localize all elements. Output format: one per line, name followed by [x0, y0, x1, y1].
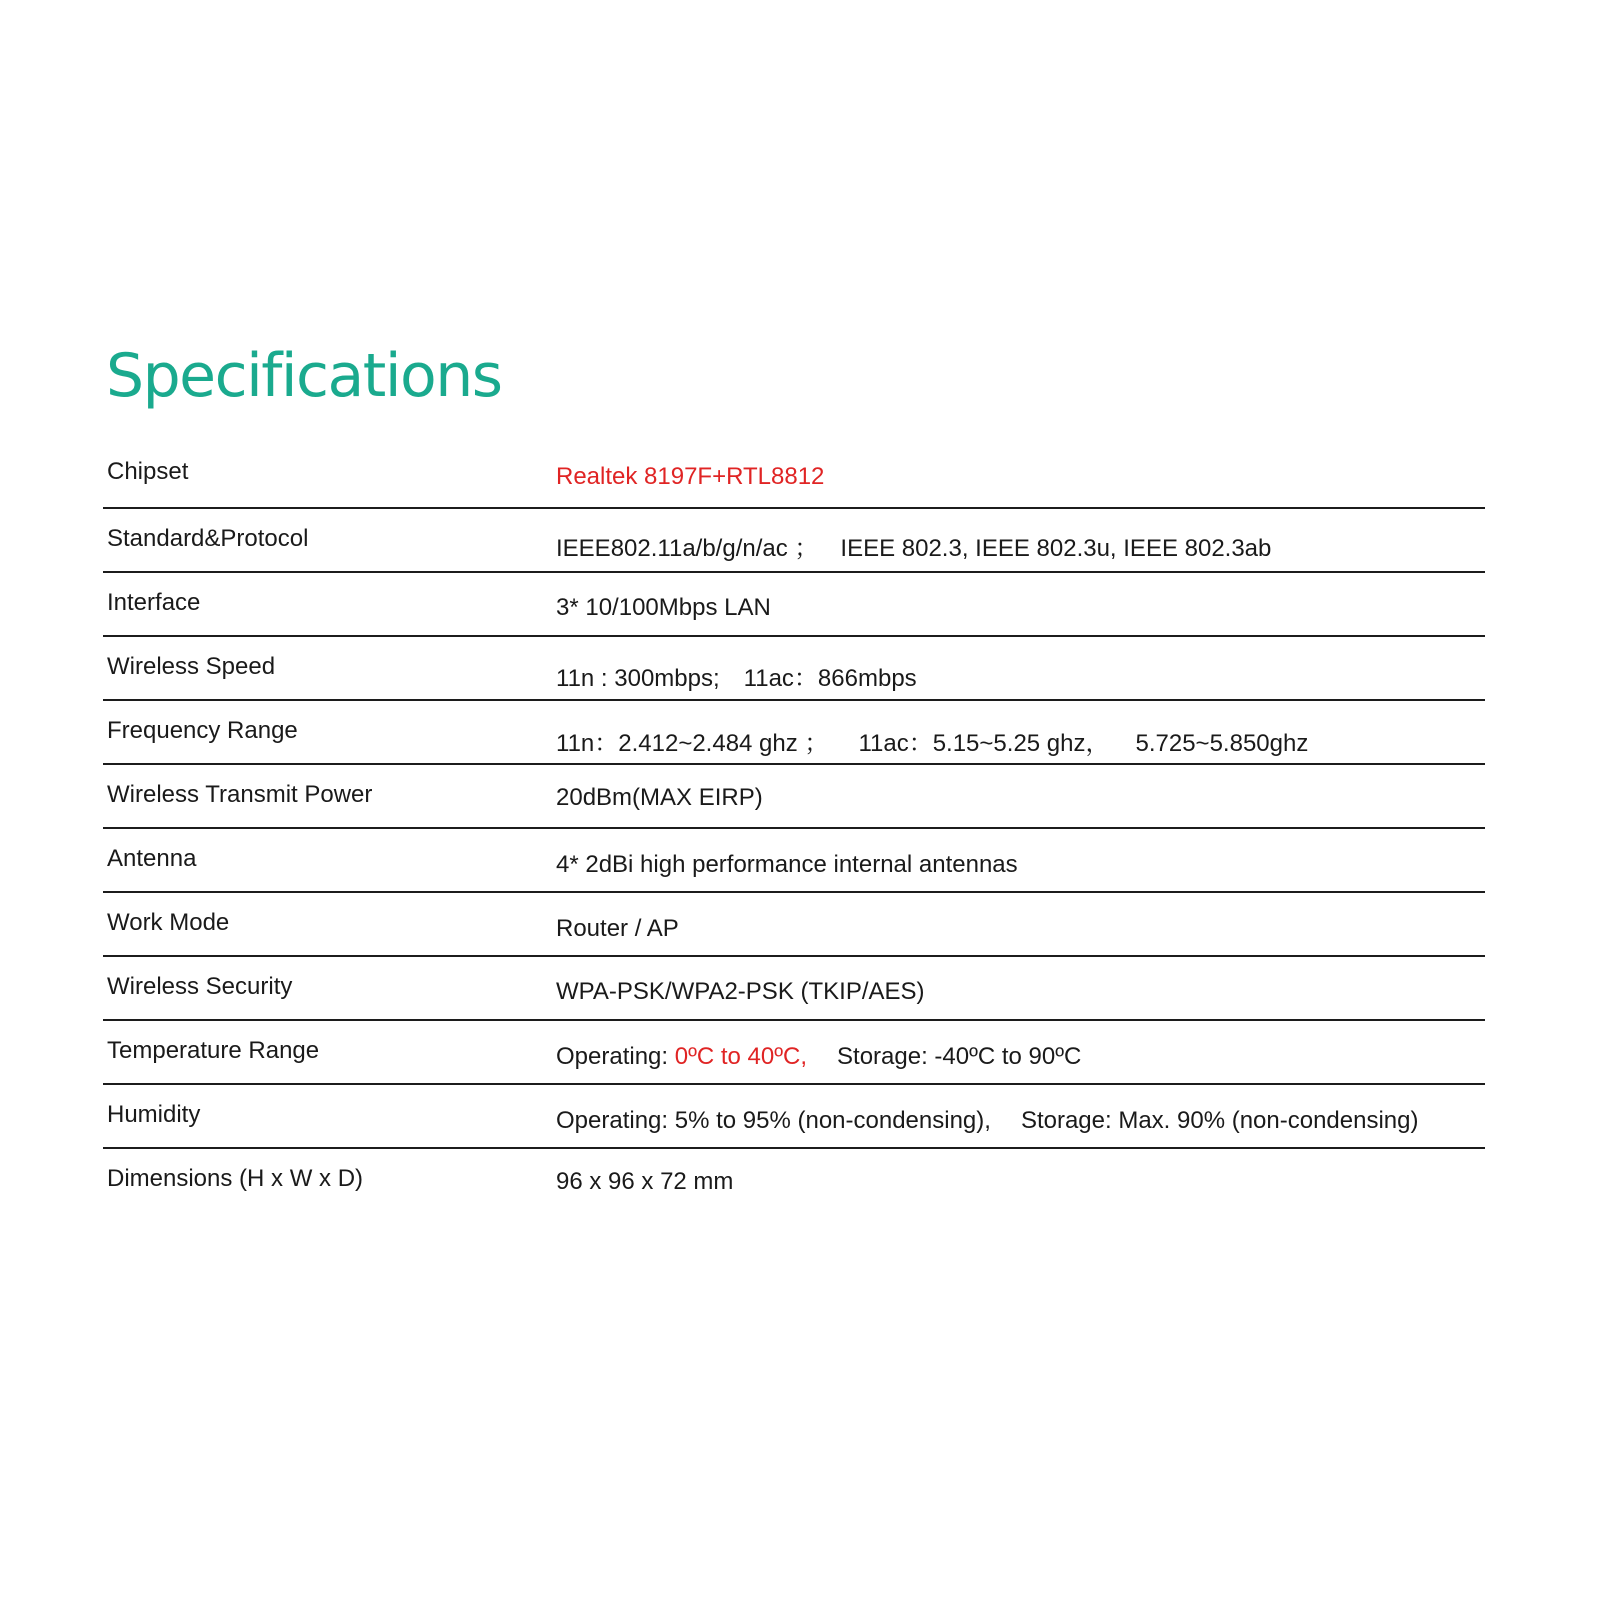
- spec-label: Wireless Speed: [107, 653, 276, 680]
- spec-value: Router / AP: [556, 915, 679, 942]
- spec-value: [556, 1043, 1081, 1071]
- spec-row-interface: [103, 573, 1485, 637]
- spec-label: Standard&Protocol: [107, 525, 309, 552]
- page-title: Specifications: [106, 341, 502, 411]
- spec-label: Antenna: [107, 845, 197, 872]
- spec-row-humidity: [103, 1085, 1485, 1149]
- spec-value-part: IEEE 802.3, IEEE 802.3u, IEEE 802.3ab: [840, 535, 1272, 562]
- spec-label: Wireless Security: [107, 973, 293, 1000]
- spec-value: 3* 10/100Mbps LAN: [556, 594, 771, 621]
- specifications-table: [103, 442, 1485, 1213]
- spec-label: Dimensions (H x W x D): [107, 1165, 364, 1192]
- spec-value-part: 5.725~5.850ghz: [1135, 730, 1309, 757]
- spec-row-chipset: [103, 442, 1485, 509]
- spec-value-part: Storage: Max. 90% (non-condensing): [1020, 1107, 1419, 1134]
- spec-value-part: 11n : 300mbps;: [556, 665, 720, 692]
- spec-value: 4* 2dBi high performance internal antennas: [556, 851, 1018, 878]
- spec-row-antenna: [103, 829, 1485, 893]
- spec-value: 20dBm(MAX EIRP): [556, 784, 763, 811]
- spec-label: Frequency Range: [107, 717, 298, 744]
- spec-value: [556, 723, 1308, 758]
- spec-label: Interface: [107, 589, 201, 616]
- spec-value: 96 x 96 x 72 mm: [556, 1168, 734, 1195]
- spec-value: WPA-PSK/WPA2-PSK (TKIP/AES): [556, 978, 925, 1005]
- spec-value-part: 11ac：5.15~5.25 ghz，: [858, 730, 1110, 757]
- spec-value-highlight: 0ºC to 40ºC,: [674, 1043, 808, 1070]
- spec-row-dimensions: [103, 1149, 1485, 1213]
- spec-value-part: 11n：2.412~2.484 ghz ；: [556, 730, 829, 757]
- spec-value-part: Operating:: [556, 1043, 669, 1070]
- spec-label: Work Mode: [107, 909, 230, 936]
- spec-value: [556, 658, 917, 693]
- spec-row-temperature-range: [103, 1021, 1485, 1085]
- spec-row-wireless-transmit-power: [103, 765, 1485, 829]
- spec-label: Temperature Range: [107, 1037, 320, 1064]
- spec-value: [556, 1107, 1419, 1135]
- spec-value-part: IEEE802.11a/b/g/n/ac ；: [556, 535, 819, 562]
- spec-row-standard-protocol: [103, 509, 1485, 573]
- spec-label: Wireless Transmit Power: [107, 781, 373, 808]
- spec-row-frequency-range: [103, 701, 1485, 765]
- spec-row-work-mode: [103, 893, 1485, 957]
- spec-label: Chipset: [107, 458, 189, 485]
- spec-value-part: Storage: -40ºC to 90ºC: [837, 1043, 1082, 1070]
- spec-value: [556, 528, 1271, 563]
- spec-value-part: 11ac：866mbps: [743, 665, 917, 692]
- spec-row-wireless-security: [103, 957, 1485, 1021]
- spec-value: Realtek 8197F+RTL8812: [556, 463, 825, 490]
- spec-row-wireless-speed: [103, 637, 1485, 701]
- spec-value-part: Operating: 5% to 95% (non-condensing),: [556, 1107, 991, 1134]
- spec-label: Humidity: [107, 1101, 201, 1128]
